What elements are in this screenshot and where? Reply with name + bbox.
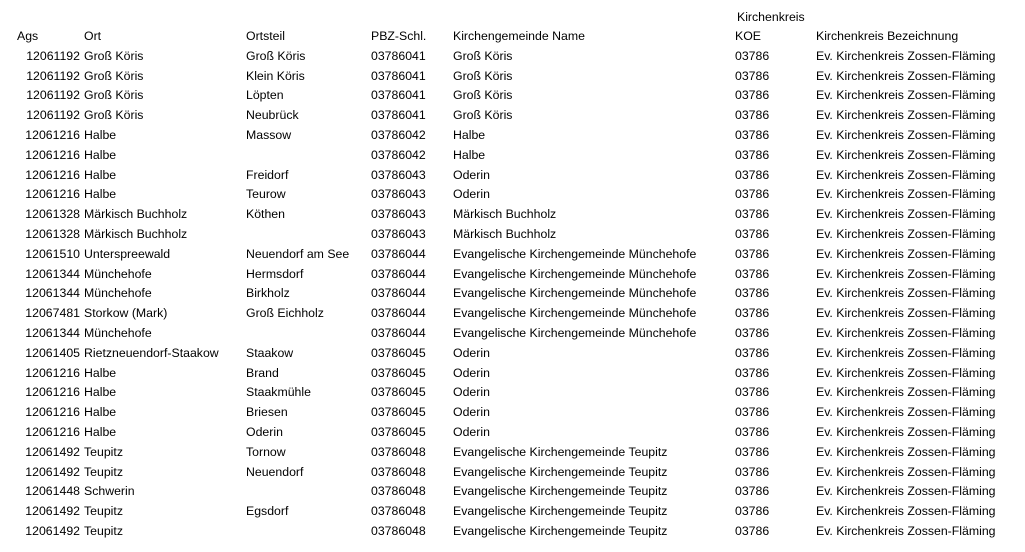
table-row [14,423,1024,443]
cell-ort[interactable]: Groß Köris [84,48,144,63]
cell-koe[interactable]: 03786 [735,246,770,261]
cell-kirchengemeinde-name[interactable]: Groß Köris [453,108,513,123]
table-row [14,265,1024,285]
cell-ortsteil[interactable]: Staakmühle [246,385,311,400]
table-row [14,502,1024,522]
cell-kirchenkreis-bezeichnung[interactable]: Ev. Kirchenkreis Zossen-Fläming [816,108,996,123]
cell-koe[interactable]: 03786 [735,504,770,519]
cell-ort[interactable]: Schwerin [84,484,135,499]
table-row [14,86,1024,106]
cell-kirchenkreis-bezeichnung[interactable]: Ev. Kirchenkreis Zossen-Fläming [816,365,996,380]
cell-ags[interactable]: 12061216 [25,424,80,439]
table-row [14,225,1024,245]
cell-ags[interactable]: 12061405 [25,345,80,360]
cell-ort[interactable]: Halbe [84,405,117,420]
cell-kirchengemeinde-name[interactable]: Oderin [453,187,490,202]
table-body [14,47,1024,542]
cell-ort[interactable]: Halbe [84,147,117,162]
cell-ort[interactable]: Münchehofe [84,325,152,340]
cell-pbz[interactable]: 03786041 [371,108,426,123]
cell-ags[interactable]: 12061216 [25,187,80,202]
cell-ags[interactable]: 12067481 [25,306,80,321]
cell-ortsteil[interactable]: Tornow [246,444,286,459]
cell-koe[interactable]: 03786 [735,266,770,281]
cell-kirchenkreis-bezeichnung[interactable]: Ev. Kirchenkreis Zossen-Fläming [816,147,996,162]
table-row [14,463,1024,483]
table-row [14,67,1024,87]
cell-koe[interactable]: 03786 [735,325,770,340]
cell-koe[interactable]: 03786 [735,385,770,400]
cell-ags[interactable]: 12061492 [25,504,80,519]
cell-pbz[interactable]: 03786045 [371,405,426,420]
cell-ortsteil[interactable]: Freidorf [246,167,289,182]
cell-koe[interactable]: 03786 [735,88,770,103]
cell-ortsteil[interactable]: Neubrück [246,108,299,123]
cell-ortsteil[interactable] [246,146,371,166]
cell-ort[interactable]: Groß Köris [84,108,144,123]
cell-koe[interactable]: 03786 [735,286,770,301]
cell-kirchenkreis-bezeichnung[interactable]: Ev. Kirchenkreis Zossen-Fläming [816,385,996,400]
cell-ags[interactable]: 12061192 [26,108,80,123]
cell-pbz[interactable]: 03786042 [371,127,426,142]
table-row [14,47,1024,67]
cell-ort[interactable]: Teupitz [84,504,123,519]
cell-kirchengemeinde-name[interactable]: Evangelische Kirchengemeinde Münchehofe [453,266,697,281]
cell-pbz[interactable]: 03786045 [371,424,426,439]
column-header-pbz[interactable]: PBZ-Schl. [371,29,427,43]
cell-ags[interactable]: 12061328 [25,207,80,222]
column-header-bezeichnung[interactable]: Kirchenkreis Bezeichnung [816,29,959,43]
cell-ort[interactable]: Halbe [84,385,117,400]
cell-kirchenkreis-bezeichnung[interactable]: Ev. Kirchenkreis Zossen-Fläming [816,306,996,321]
cell-koe[interactable]: 03786 [735,484,770,499]
cell-kirchenkreis-bezeichnung[interactable]: Ev. Kirchenkreis Zossen-Fläming [816,266,996,281]
cell-ags[interactable]: 12061216 [25,147,80,162]
table-row [14,403,1024,423]
cell-ags[interactable]: 12061510 [25,246,80,261]
cell-kirchengemeinde-name[interactable]: Groß Köris [453,48,513,63]
cell-koe[interactable]: 03786 [735,464,770,479]
cell-ortsteil[interactable]: Neuendorf [246,464,304,479]
cell-pbz[interactable]: 03786043 [371,207,426,222]
cell-ags[interactable]: 12061216 [25,405,80,420]
cell-koe[interactable]: 03786 [735,226,770,241]
table-row [14,245,1024,265]
cell-kirchenkreis-bezeichnung[interactable]: Ev. Kirchenkreis Zossen-Fläming [816,246,996,261]
table-row [14,344,1024,364]
cell-ortsteil[interactable]: Neuendorf am See [246,246,350,261]
cell-ort[interactable]: Münchehofe [84,286,152,301]
cell-ags[interactable]: 12061192 [26,68,80,83]
cell-ortsteil[interactable]: Klein Köris [246,68,305,83]
cell-kirchengemeinde-name[interactable]: Oderin [453,424,490,439]
table-row [14,364,1024,384]
cell-pbz[interactable]: 03786044 [371,286,426,301]
cell-ags[interactable]: 12061344 [25,325,80,340]
cell-ort[interactable]: Groß Köris [84,68,144,83]
cell-koe[interactable]: 03786 [735,147,770,162]
cell-pbz[interactable]: 03786041 [371,48,426,63]
cell-ort[interactable]: Münchehofe [84,266,152,281]
cell-koe[interactable]: 03786 [735,444,770,459]
cell-ortsteil[interactable]: Teurow [246,187,286,202]
cell-pbz[interactable]: 03786043 [371,167,426,182]
cell-ort[interactable]: Teupitz [84,464,123,479]
cell-kirchengemeinde-name[interactable]: Halbe [453,127,486,142]
column-header-ags[interactable]: Ags [17,29,39,43]
cell-ort[interactable]: Halbe [84,167,117,182]
column-header-koe[interactable]: KOE [735,29,761,43]
cell-ags[interactable]: 12061492 [25,464,80,479]
cell-koe[interactable]: 03786 [735,207,770,222]
table-row [14,185,1024,205]
column-header-ort[interactable]: Ort [84,29,102,43]
cell-ort[interactable]: Unterspreewald [84,246,171,261]
cell-kirchengemeinde-name[interactable]: Evangelische Kirchengemeinde Münchehofe [453,246,697,261]
cell-kirchengemeinde-name[interactable]: Evangelische Kirchengemeinde Teupitz [453,444,668,459]
table-row [14,482,1024,502]
cell-kirchenkreis-bezeichnung[interactable]: Ev. Kirchenkreis Zossen-Fläming [816,484,996,499]
cell-kirchenkreis-bezeichnung[interactable]: Ev. Kirchenkreis Zossen-Fläming [816,127,996,142]
cell-kirchenkreis-bezeichnung[interactable]: Ev. Kirchenkreis Zossen-Fläming [816,444,996,459]
koe-group-header: Kirchenkreis [737,10,805,24]
cell-kirchenkreis-bezeichnung[interactable]: Ev. Kirchenkreis Zossen-Fläming [816,523,996,538]
cell-kirchengemeinde-name[interactable]: Oderin [453,345,490,360]
header-row [14,27,1024,47]
cell-pbz[interactable]: 03786043 [371,226,426,241]
table-row [14,126,1024,146]
cell-kirchenkreis-bezeichnung[interactable]: Ev. Kirchenkreis Zossen-Fläming [816,424,996,439]
cell-kirchenkreis-bezeichnung[interactable]: Ev. Kirchenkreis Zossen-Fläming [816,187,996,202]
cell-ortsteil[interactable] [246,522,371,542]
cell-kirchengemeinde-name[interactable]: Oderin [453,405,490,420]
cell-ort[interactable]: Teupitz [84,523,123,538]
cell-ags[interactable]: 12061492 [25,444,80,459]
cell-koe[interactable]: 03786 [735,365,770,380]
table-row [14,304,1024,324]
cell-kirchenkreis-bezeichnung[interactable]: Ev. Kirchenkreis Zossen-Fläming [816,48,996,63]
cell-ags[interactable]: 12061192 [26,88,80,103]
cell-ort[interactable]: Halbe [84,187,117,202]
cell-pbz[interactable]: 03786048 [371,464,426,479]
cell-ags[interactable]: 12061344 [25,286,80,301]
cell-pbz[interactable]: 03786044 [371,246,426,261]
cell-pbz[interactable]: 03786043 [371,187,426,202]
cell-ort[interactable]: Teupitz [84,444,123,459]
cell-kirchengemeinde-name[interactable]: Groß Köris [453,68,513,83]
cell-pbz[interactable]: 03786041 [371,88,426,103]
cell-ags[interactable]: 12061216 [25,127,80,142]
cell-koe[interactable]: 03786 [735,167,770,182]
cell-ortsteil[interactable]: Oderin [246,424,283,439]
cell-ortsteil[interactable]: Brand [246,365,279,380]
cell-pbz[interactable]: 03786044 [371,266,426,281]
cell-ortsteil[interactable]: Egsdorf [246,504,289,519]
table-row [14,146,1024,166]
cell-pbz[interactable]: 03786048 [371,504,426,519]
cell-pbz[interactable]: 03786048 [371,523,426,538]
cell-kirchenkreis-bezeichnung[interactable]: Ev. Kirchenkreis Zossen-Fläming [816,464,996,479]
cell-ortsteil[interactable] [246,225,371,245]
cell-ags[interactable]: 12061328 [25,226,80,241]
cell-ortsteil[interactable]: Köthen [246,207,285,222]
cell-kirchengemeinde-name[interactable]: Evangelische Kirchengemeinde Teupitz [453,464,668,479]
data-table [14,27,1024,542]
cell-ortsteil[interactable]: Massow [246,127,292,142]
cell-ortsteil[interactable] [246,324,371,344]
cell-koe[interactable]: 03786 [735,523,770,538]
cell-kirchenkreis-bezeichnung[interactable]: Ev. Kirchenkreis Zossen-Fläming [816,286,996,301]
table-row [14,383,1024,403]
cell-pbz[interactable]: 03786044 [371,306,426,321]
cell-kirchenkreis-bezeichnung[interactable]: Ev. Kirchenkreis Zossen-Fläming [816,207,996,222]
cell-kirchenkreis-bezeichnung[interactable]: Ev. Kirchenkreis Zossen-Fläming [816,325,996,340]
column-header-name[interactable]: Kirchengemeinde Name [453,29,585,43]
cell-kirchengemeinde-name[interactable]: Groß Köris [453,88,513,103]
cell-ags[interactable]: 12061192 [26,48,80,63]
cell-ortsteil[interactable]: Löpten [246,88,284,103]
cell-kirchengemeinde-name[interactable]: Evangelische Kirchengemeinde Münchehofe [453,306,697,321]
cell-ortsteil[interactable]: Briesen [246,405,288,420]
cell-pbz[interactable]: 03786045 [371,345,426,360]
cell-ags[interactable]: 12061448 [25,484,80,499]
cell-ortsteil[interactable]: Groß Eichholz [246,306,324,321]
cell-koe[interactable]: 03786 [735,48,770,63]
table-row [14,443,1024,463]
cell-kirchenkreis-bezeichnung[interactable]: Ev. Kirchenkreis Zossen-Fläming [816,167,996,182]
cell-kirchenkreis-bezeichnung[interactable]: Ev. Kirchenkreis Zossen-Fläming [816,405,996,420]
cell-koe[interactable]: 03786 [735,424,770,439]
cell-kirchengemeinde-name[interactable]: Märkisch Buchholz [453,226,557,241]
table-row [14,324,1024,344]
cell-ortsteil[interactable]: Staakow [246,345,294,360]
cell-koe[interactable]: 03786 [735,187,770,202]
cell-ort[interactable]: Märkisch Buchholz [84,207,188,222]
cell-pbz[interactable]: 03786045 [371,365,426,380]
table-row [14,284,1024,304]
cell-kirchengemeinde-name[interactable]: Evangelische Kirchengemeinde Münchehofe [453,286,697,301]
cell-kirchenkreis-bezeichnung[interactable]: Ev. Kirchenkreis Zossen-Fläming [816,504,996,519]
cell-kirchengemeinde-name[interactable]: Oderin [453,167,490,182]
cell-ort[interactable]: Halbe [84,424,117,439]
cell-koe[interactable]: 03786 [735,68,770,83]
cell-ags[interactable]: 12061492 [25,523,80,538]
cell-koe[interactable]: 03786 [735,108,770,123]
cell-kirchenkreis-bezeichnung[interactable]: Ev. Kirchenkreis Zossen-Fläming [816,68,996,83]
cell-ags[interactable]: 12061216 [25,365,80,380]
table-row [14,166,1024,186]
cell-ort[interactable]: Rietzneuendorf-Staakow [84,345,219,360]
cell-ags[interactable]: 12061216 [25,167,80,182]
cell-ort[interactable]: Märkisch Buchholz [84,226,188,241]
cell-kirchengemeinde-name[interactable]: Evangelische Kirchengemeinde Teupitz [453,504,668,519]
column-header-ortsteil[interactable]: Ortsteil [246,29,285,43]
table-row [14,522,1024,542]
cell-ort[interactable]: Groß Köris [84,88,144,103]
cell-kirchenkreis-bezeichnung[interactable]: Ev. Kirchenkreis Zossen-Fläming [816,345,996,360]
cell-koe[interactable]: 03786 [735,306,770,321]
cell-pbz[interactable]: 03786048 [371,444,426,459]
table-row [14,205,1024,225]
cell-pbz[interactable]: 03786042 [371,147,426,162]
cell-kirchengemeinde-name[interactable]: Evangelische Kirchengemeinde Teupitz [453,484,668,499]
cell-kirchengemeinde-name[interactable]: Evangelische Kirchengemeinde Teupitz [453,523,668,538]
cell-pbz[interactable]: 03786045 [371,385,426,400]
cell-kirchengemeinde-name[interactable]: Märkisch Buchholz [453,207,557,222]
cell-pbz[interactable]: 03786044 [371,325,426,340]
cell-ort[interactable]: Storkow (Mark) [84,306,168,321]
cell-ort[interactable]: Halbe [84,365,117,380]
cell-pbz[interactable]: 03786048 [371,484,426,499]
cell-koe[interactable]: 03786 [735,345,770,360]
cell-koe[interactable]: 03786 [735,405,770,420]
table-row [14,106,1024,126]
cell-kirchenkreis-bezeichnung[interactable]: Ev. Kirchenkreis Zossen-Fläming [816,226,996,241]
cell-ortsteil[interactable]: Groß Köris [246,48,306,63]
cell-kirchengemeinde-name[interactable]: Evangelische Kirchengemeinde Münchehofe [453,325,697,340]
cell-ort[interactable]: Halbe [84,127,117,142]
cell-ortsteil[interactable]: Hermsdorf [246,266,304,281]
cell-koe[interactable]: 03786 [735,127,770,142]
cell-ortsteil[interactable]: Birkholz [246,286,290,301]
cell-kirchenkreis-bezeichnung[interactable]: Ev. Kirchenkreis Zossen-Fläming [816,88,996,103]
cell-kirchengemeinde-name[interactable]: Halbe [453,147,486,162]
cell-ortsteil[interactable] [246,482,371,502]
cell-kirchengemeinde-name[interactable]: Oderin [453,365,490,380]
cell-ags[interactable]: 12061344 [25,266,80,281]
cell-kirchengemeinde-name[interactable]: Oderin [453,385,490,400]
cell-ags[interactable]: 12061216 [25,385,80,400]
cell-pbz[interactable]: 03786041 [371,68,426,83]
